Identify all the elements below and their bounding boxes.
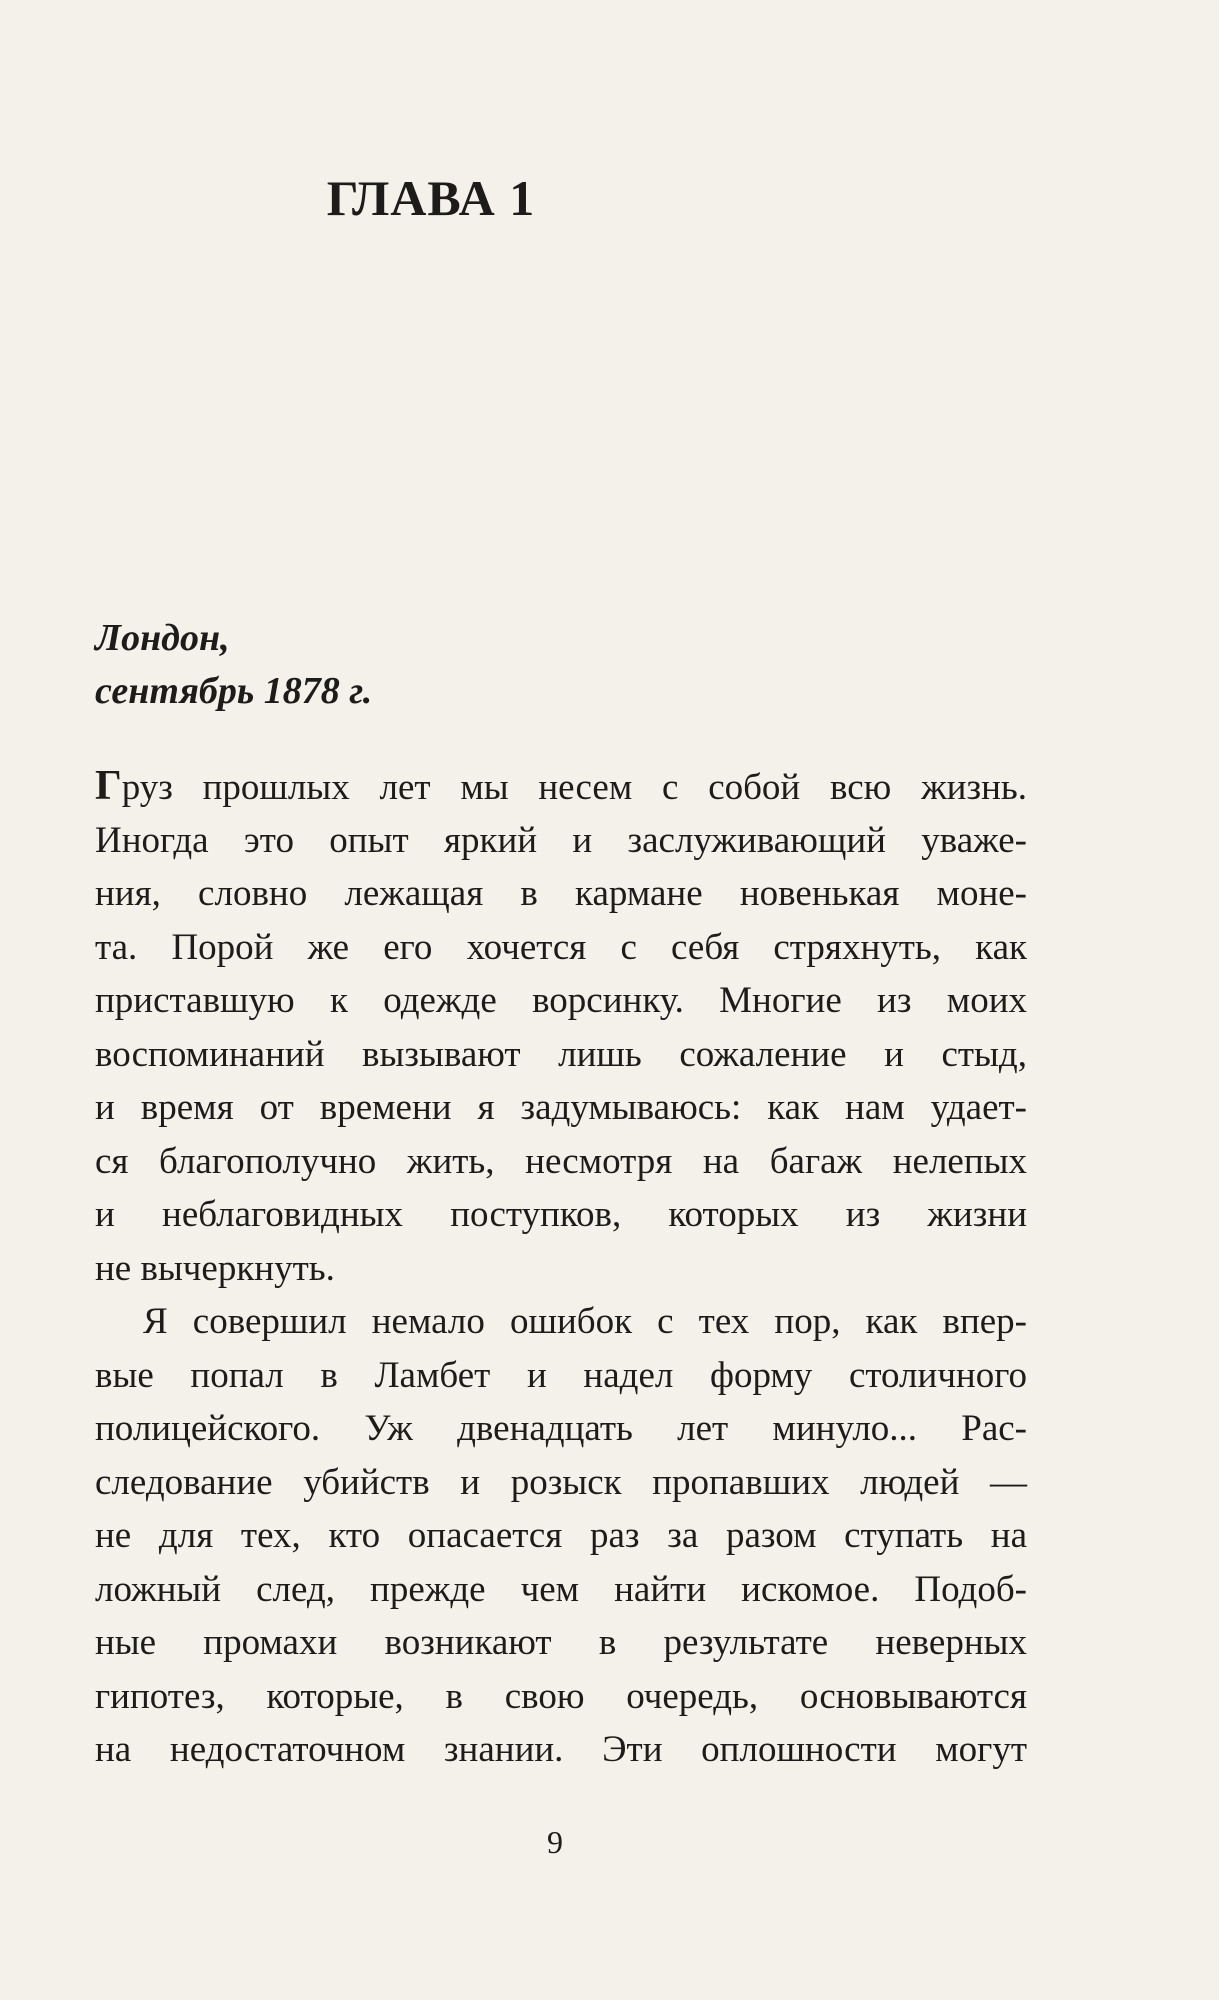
body-text — [95, 760, 1027, 1777]
text-line: и неблаговидных поступков, которых из жизни — [95, 1194, 1027, 1235]
text-line: ные промахи возникают в результате неверных — [95, 1622, 1027, 1663]
text-line: вые попал в Ламбет и надел форму столичного — [95, 1354, 1027, 1396]
text-line — [95, 760, 1027, 814]
text-line: и время от времени я задумываюсь: как нам удает- — [95, 1087, 1027, 1128]
text-line: ся благополучно жить, несмотря на багаж нелепых — [95, 1140, 1027, 1182]
place-line: Лондон, — [95, 617, 230, 659]
text-line: гипотез, которые, в свою очередь, основываются — [95, 1675, 1027, 1717]
text-line: следование убийств и розыск пропавших людей — — [95, 1461, 1027, 1503]
date-line: сентябрь 1878 г. — [95, 670, 373, 712]
text-line: не вычеркнуть. — [95, 1247, 335, 1289]
place-date-heading — [95, 612, 795, 718]
text-line: приставшую к одежде ворсинку. Многие из моих — [95, 980, 1027, 1021]
text-line: не для тех, кто опасается раз за разом ступать на — [95, 1515, 1027, 1556]
text-line: та. Порой же его хочется с себя стряхнуть, как — [95, 926, 1027, 968]
text-line: на недостаточном знании. Эти оплошности могут — [95, 1729, 1027, 1770]
chapter-title: ГЛАВА 1 — [326, 170, 536, 226]
text-line: ложный след, прежде чем найти искомое. Подоб- — [95, 1568, 1027, 1610]
paragraph-2 — [95, 1295, 1027, 1777]
text-line: Я совершил немало ошибок с тех пор, как впер- — [143, 1301, 1027, 1342]
text-line: полицейского. Уж двенадцать лет минуло... Рас- — [95, 1408, 1027, 1449]
page-number: 9 — [547, 1824, 563, 1860]
text-line: ния, словно лежащая в кармане новенькая моне- — [95, 873, 1027, 914]
text-line: Иногда это опыт яркий и заслуживающий уваже- — [95, 819, 1027, 861]
paragraph-1 — [95, 760, 1027, 1295]
text-line-content: руз прошлых лет мы несем с собой всю жизнь. — [121, 767, 1027, 808]
text-line: воспоминаний вызывают лишь сожаление и стыд, — [95, 1033, 1027, 1075]
drop-cap: Г — [95, 763, 122, 809]
